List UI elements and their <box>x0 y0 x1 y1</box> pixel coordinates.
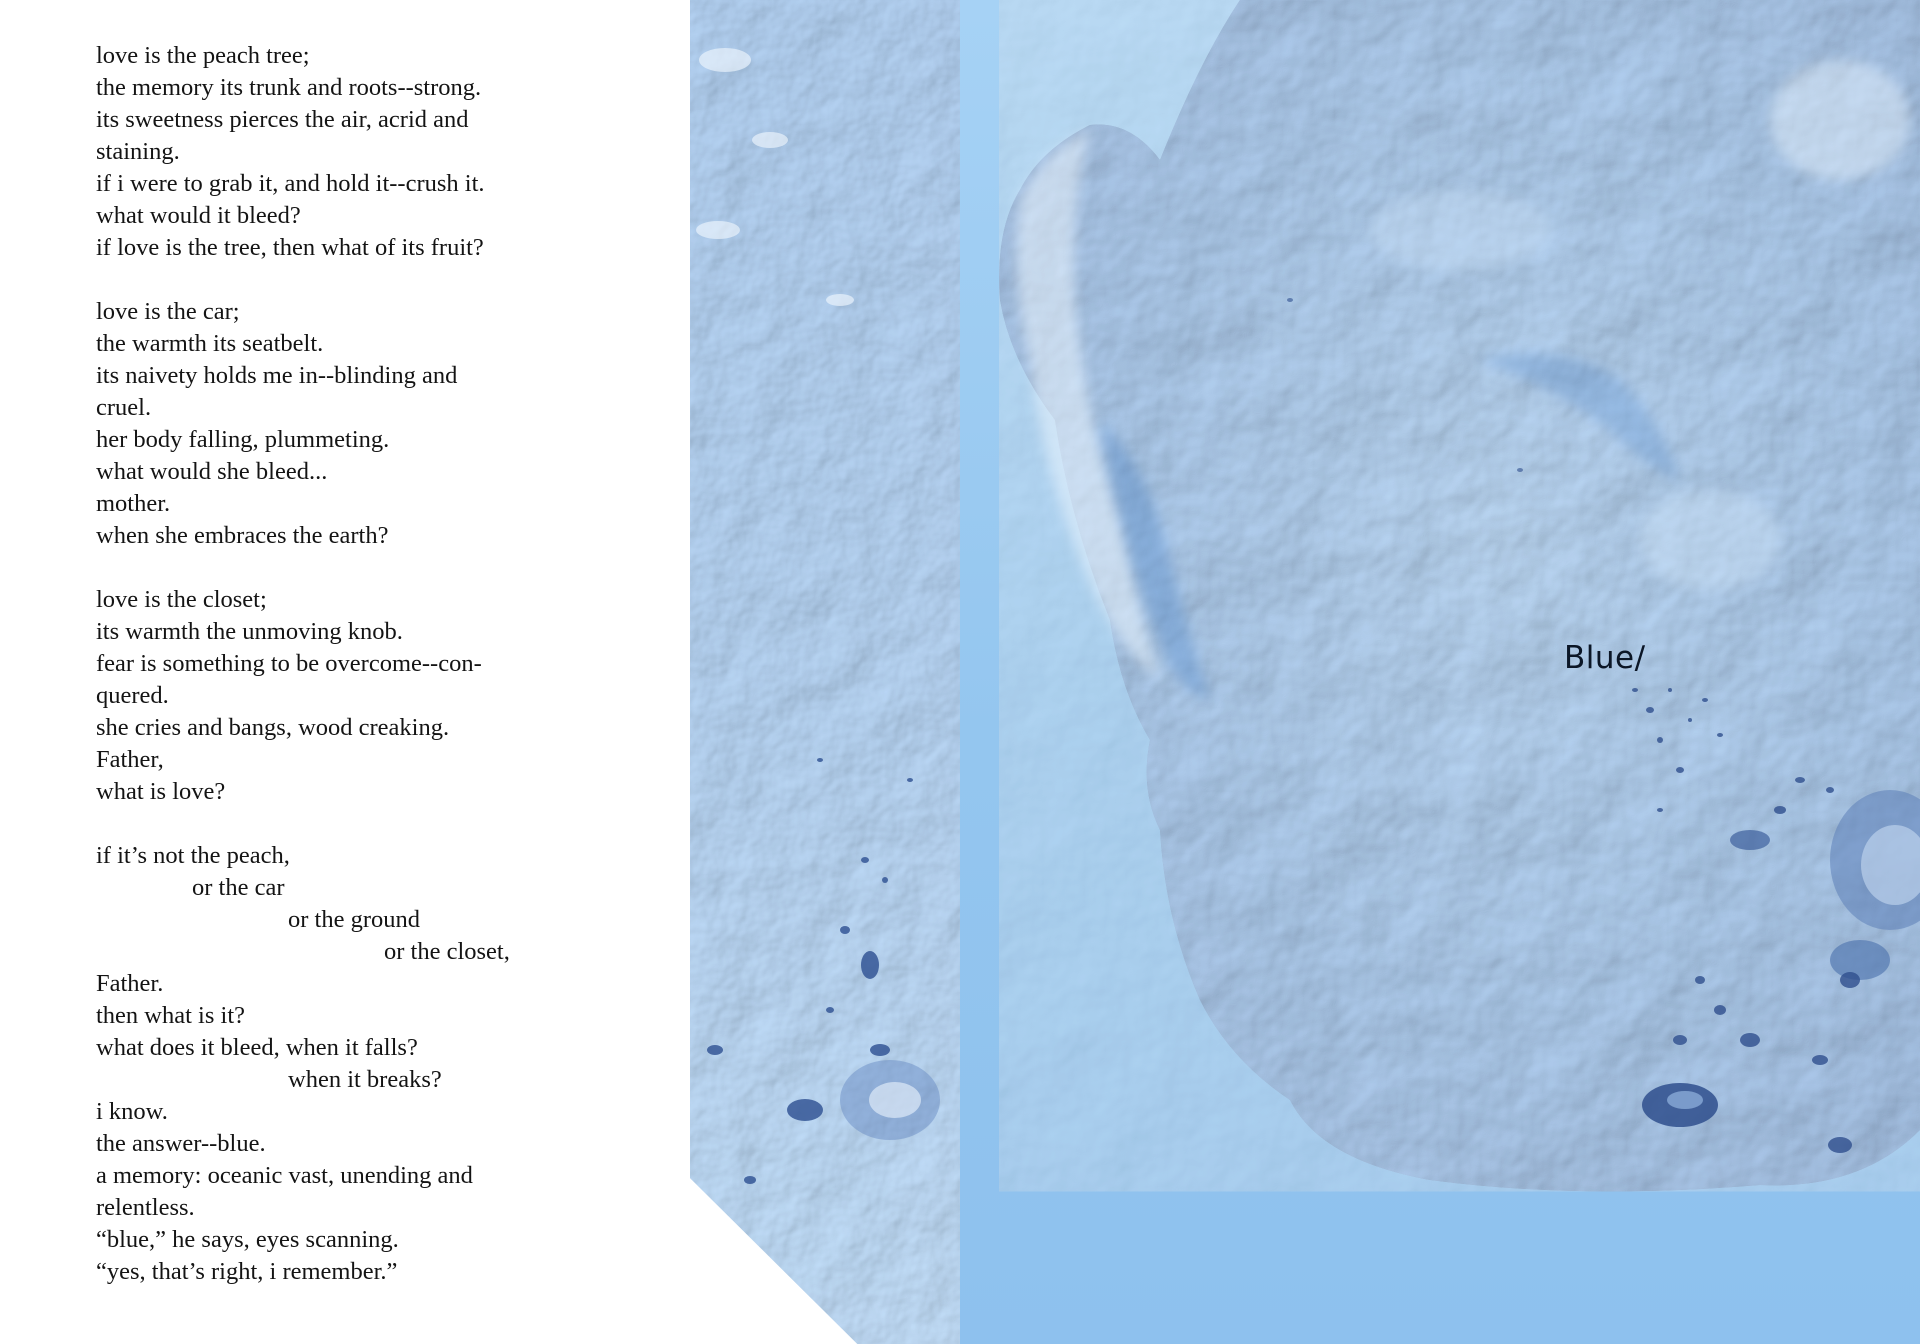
poem-line: its sweetness pierces the air, acrid and <box>96 106 469 133</box>
poem-line: she cries and bangs, wood creaking. <box>96 714 450 741</box>
poem-line: Father. <box>96 970 164 997</box>
poem-line: love is the car; <box>96 298 240 325</box>
poem-line: or the car <box>192 874 285 901</box>
artwork-left-panel <box>690 0 960 1344</box>
poem-stanza <box>96 840 596 1288</box>
poem-line: if love is the tree, then what of its fruit? <box>96 234 484 261</box>
poem-line: the warmth its seatbelt. <box>96 330 324 357</box>
poem-line: fear is something to be overcome--con- <box>96 650 482 677</box>
poem-stanza <box>96 584 596 808</box>
poem-line: its naivety holds me in--blinding and <box>96 362 458 389</box>
poem-line: the answer--blue. <box>96 1130 266 1157</box>
poem-line: if i were to grab it, and hold it--crush it. <box>96 170 485 197</box>
poem-line: what is love? <box>96 778 226 805</box>
poem-line: the memory its trunk and roots--strong. <box>96 74 482 101</box>
poem-line: love is the closet; <box>96 586 267 613</box>
poem-line: Father, <box>96 746 164 773</box>
poem-line: relentless. <box>96 1194 195 1221</box>
poem-line: i know. <box>96 1098 168 1125</box>
poem-line: what would she bleed... <box>96 458 328 485</box>
poem-line: or the ground <box>288 906 420 933</box>
poem-line: what does it bleed, when it falls? <box>96 1034 418 1061</box>
poem-stanza <box>96 40 596 264</box>
poem-line: when it breaks? <box>288 1066 442 1093</box>
poem-line: mother. <box>96 490 171 517</box>
poem-line: staining. <box>96 138 180 165</box>
poem-line: a memory: oceanic vast, unending and <box>96 1162 473 1189</box>
ice-sculpture-image <box>960 0 1920 1344</box>
artwork-right-panel <box>960 0 1920 1344</box>
poem-line: “yes, that’s right, i remember.” <box>96 1258 398 1285</box>
poem-line: what would it bleed? <box>96 202 301 229</box>
poem <box>96 40 596 1288</box>
poem-line: or the closet, <box>384 938 510 965</box>
poem-line: if it’s not the peach, <box>96 842 290 869</box>
ice-texture-left <box>690 0 960 1344</box>
poem-line: cruel. <box>96 394 152 421</box>
poem-line: quered. <box>96 682 169 709</box>
poem-line: when she embraces the earth? <box>96 522 389 549</box>
poem-line: her body falling, plummeting. <box>96 426 390 453</box>
poem-line: its warmth the unmoving knob. <box>96 618 403 645</box>
poem-line: then what is it? <box>96 1002 246 1029</box>
poem-stanza <box>96 296 596 552</box>
text-page <box>0 0 690 1344</box>
poem-line: “blue,” he says, eyes scanning. <box>96 1226 399 1253</box>
poem-line: love is the peach tree; <box>96 42 310 69</box>
artwork-title: Blue/ <box>1564 640 1646 676</box>
